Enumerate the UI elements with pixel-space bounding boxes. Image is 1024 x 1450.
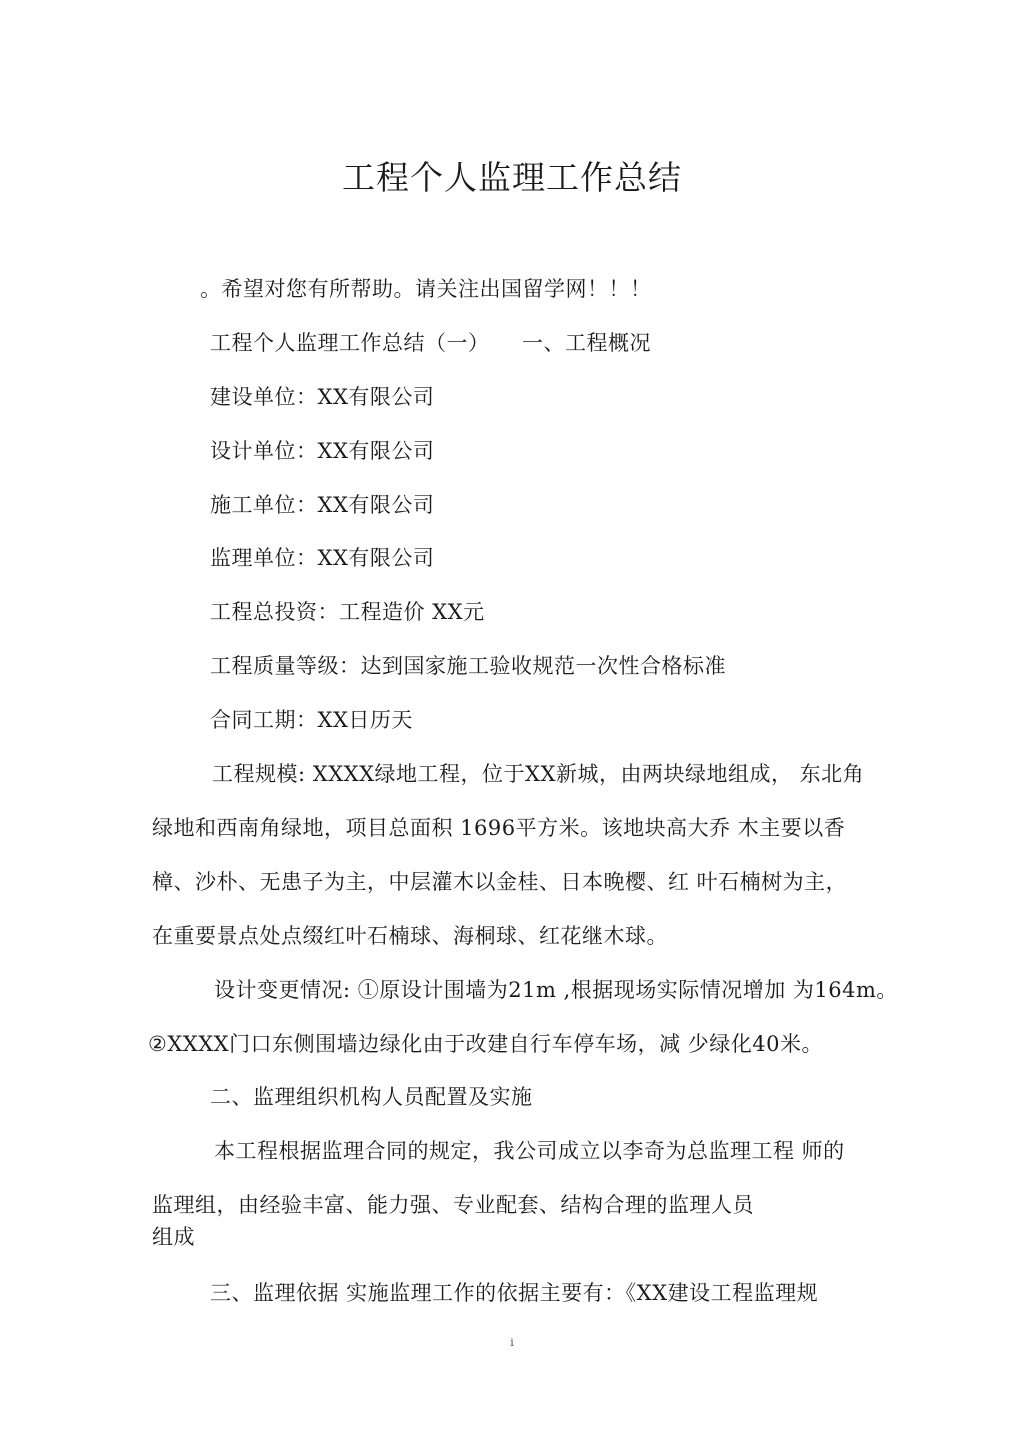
scale-paragraph-line-4: 在重要景点处点缀红叶石楠球、海桐球、红花继木球。 — [152, 924, 668, 948]
scale-paragraph-line-1: 工程规模: XXXX绿地工程，位于XX新城，由两块绿地组成， 东北角 — [212, 762, 865, 786]
scale-paragraph-line-2: 绿地和西南角绿地，项目总面积 1696平方米。该地块高大乔 木主要以香 — [152, 816, 846, 840]
quality-grade-line: 工程质量等级：达到国家施工验收规范一次性合格标准 — [210, 654, 726, 678]
organization-paragraph-line-2: 监理组，由经验丰富、能力强、专业配套、结构合理的监理人员 — [152, 1193, 754, 1217]
total-investment-line: 工程总投资：工程造价 XX元 — [210, 600, 485, 624]
section-heading-organization: 二、监理组织机构人员配置及实施 — [210, 1085, 533, 1109]
design-change-line-2: ②XXXX门口东侧围墙边绿化由于改建自行车停车场，减 少绿化40米。 — [148, 1032, 824, 1056]
page-number: i — [510, 1336, 514, 1349]
construction-unit-line: 建设单位：XX有限公司 — [210, 385, 435, 409]
design-unit-line: 设计单位：XX有限公司 — [210, 439, 435, 463]
section-heading-basis: 三、监理依据 实施监理工作的依据主要有：《XX建设工程监理规 — [210, 1281, 819, 1305]
document-title: 工程个人监理工作总结 — [342, 158, 682, 197]
supervision-unit-line: 监理单位：XX有限公司 — [210, 546, 435, 570]
section-heading-overview: 工程个人监理工作总结（一） 一、工程概况 — [210, 331, 651, 355]
contract-period-line: 合同工期：XX日历天 — [210, 708, 413, 732]
intro-line: 。希望对您有所帮助。请关注出国留学网！！！ — [200, 277, 652, 301]
design-change-line-1: 设计变更情况: ①原设计围墙为21m ,根据现场实际情况增加 为164m。 — [214, 978, 898, 1002]
organization-paragraph-line-3: 组成 — [152, 1225, 195, 1249]
organization-paragraph-line-1: 本工程根据监理合同的规定，我公司成立以李奇为总监理工程 师的 — [214, 1139, 845, 1163]
builder-unit-line: 施工单位：XX有限公司 — [210, 493, 435, 517]
scale-paragraph-line-3: 樟、沙朴、无患子为主，中层灌木以金桂、日本晚樱、红 叶石楠树为主， — [152, 870, 848, 894]
